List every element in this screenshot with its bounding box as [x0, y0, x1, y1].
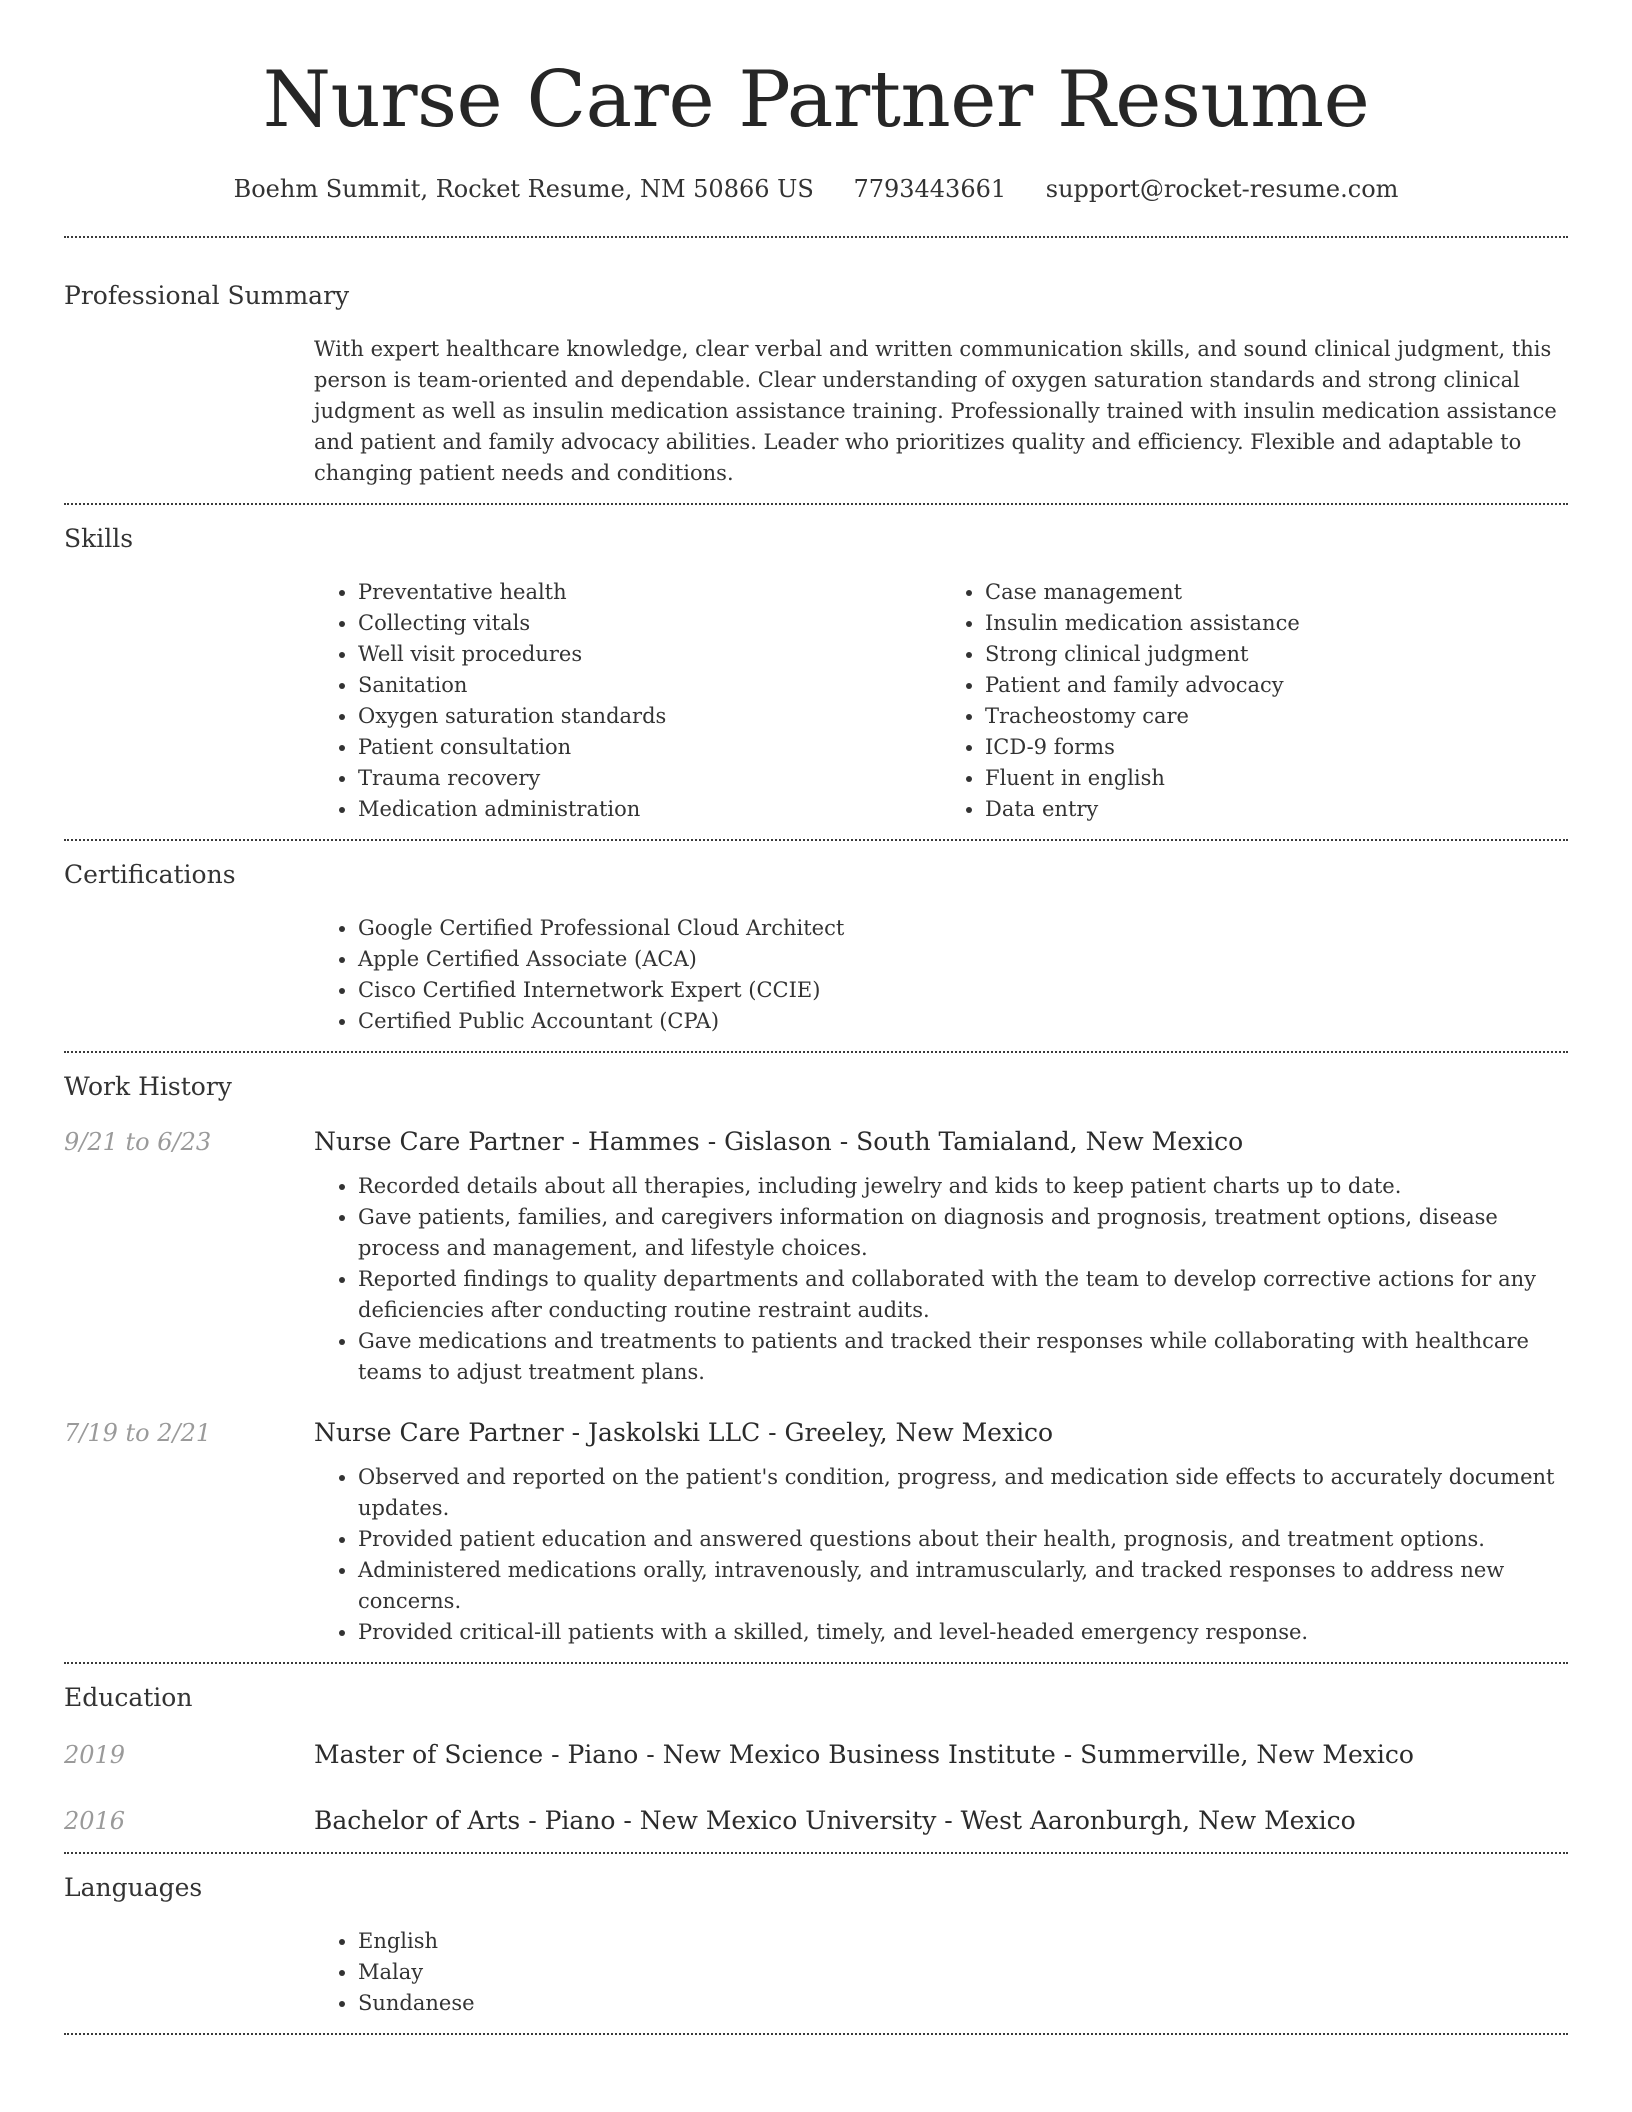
certifications-list — [314, 913, 1568, 1037]
skill-item: • Patient and family advocacy — [985, 670, 1568, 701]
phone-text: 7793443661 — [853, 175, 1007, 203]
certification-item: • Certified Public Accountant (CPA) — [358, 1006, 1568, 1037]
skill-item: • ICD-9 forms — [985, 732, 1568, 763]
summary-section — [64, 238, 1568, 503]
certification-item: • Apple Certified Associate (ACA) — [358, 944, 1568, 975]
section-heading-education: Education — [64, 1683, 193, 1712]
skill-item: • Strong clinical judgment — [985, 639, 1568, 670]
skill-item: • Insulin medication assistance — [985, 608, 1568, 639]
job-bullet: • Gave medications and treatments to patients and tracked their responses while collaborating with healthcare teams to adjust treatment plans. — [358, 1326, 1568, 1388]
language-item: • Sundanese — [358, 1988, 1568, 2019]
skill-item: • Sanitation — [358, 670, 941, 701]
education-year: 2019 — [64, 1741, 126, 1769]
job-bullets — [314, 1171, 1568, 1388]
job-title: Nurse Care Partner - Jaskolski LLC - Greeley, New Mexico — [314, 1418, 1054, 1447]
section-heading-work-history: Work History — [64, 1072, 232, 1101]
section-heading-certifications: Certifications — [64, 860, 236, 889]
job-bullet: • Observed and reported on the patient's condition, progress, and medication side effects to accurately document updates. — [358, 1462, 1568, 1524]
contact-line — [64, 172, 1568, 206]
skill-item: • Collecting vitals — [358, 608, 941, 639]
language-item: • Malay — [358, 1957, 1568, 1988]
languages-section — [64, 1854, 1568, 2033]
education-entry — [64, 1804, 1568, 1838]
job-bullet: • Provided critical-ill patients with a skilled, timely, and level-headed emergency response. — [358, 1617, 1568, 1648]
skill-item: • Fluent in english — [985, 763, 1568, 794]
certifications-content — [314, 913, 1568, 1037]
section-heading-summary: Professional Summary — [64, 281, 350, 310]
job-bullets — [314, 1462, 1568, 1648]
skill-item: • Oxygen saturation standards — [358, 701, 941, 732]
skills-list-right — [941, 577, 1568, 825]
skill-item: • Patient consultation — [358, 732, 941, 763]
job-title: Nurse Care Partner - Hammes - Gislason - South Tamialand, New Mexico — [314, 1127, 1244, 1156]
languages-content — [314, 1926, 1568, 2019]
section-heading-skills: Skills — [64, 524, 134, 553]
address-text: Boehm Summit, Rocket Resume, NM 50866 US — [233, 175, 814, 203]
skill-item: • Trauma recovery — [358, 763, 941, 794]
divider — [64, 2033, 1568, 2035]
education-degree: Bachelor of Arts - Piano - New Mexico University - West Aaronburgh, New Mexico — [314, 1806, 1356, 1835]
skill-item: • Well visit procedures — [358, 639, 941, 670]
skills-section — [64, 505, 1568, 839]
email-text: support@rocket-resume.com — [1045, 175, 1399, 203]
job-bullet: • Recorded details about all therapies, including jewelry and kids to keep patient charts up to date. — [358, 1171, 1568, 1202]
job-body — [314, 1125, 1568, 1388]
job-body — [314, 1416, 1568, 1648]
job-bullet: • Administered medications orally, intravenously, and intramuscularly, and tracked responses to address new concerns. — [358, 1555, 1568, 1617]
languages-list — [314, 1926, 1568, 2019]
job-entry — [64, 1125, 1568, 1388]
skill-item: • Medication administration — [358, 794, 941, 825]
education-year: 2016 — [64, 1807, 126, 1835]
certifications-section — [64, 841, 1568, 1051]
education-entry — [64, 1738, 1568, 1772]
skill-item: • Preventative health — [358, 577, 941, 608]
skill-item: • Tracheostomy care — [985, 701, 1568, 732]
language-item: • English — [358, 1926, 1568, 1957]
summary-text: With expert healthcare knowledge, clear verbal and written communication skills, and sound clinical judgment, this person is team-oriented and dependable. Clear understanding of oxygen saturation standards and strong clinical judgment as well as insulin medication assistance training. Professionally trained with insulin medication assistance and patient and family advocacy abilities. Leader who prioritizes quality and efficiency. Flexible and adaptable to changing patient needs and conditions. — [314, 337, 1557, 485]
skill-item: • Data entry — [985, 794, 1568, 825]
job-bullet: • Reported findings to quality departments and collaborated with the team to develop corrective actions for any deficiencies after conducting routine restraint audits. — [358, 1264, 1568, 1326]
job-bullet: • Gave patients, families, and caregivers information on diagnosis and prognosis, treatment options, disease process and management, and lifestyle choices. — [358, 1202, 1568, 1264]
education-degree: Master of Science - Piano - New Mexico Business Institute - Summerville, New Mexico — [314, 1740, 1414, 1769]
job-entry — [64, 1416, 1568, 1648]
skills-list-left — [314, 577, 941, 825]
resume-page — [64, 0, 1568, 2035]
skills-grid — [314, 577, 1568, 825]
certification-item: • Google Certified Professional Cloud Architect — [358, 913, 1568, 944]
certification-item: • Cisco Certified Internetwork Expert (CCIE) — [358, 975, 1568, 1006]
page-title: Nurse Care Partner Resume — [262, 55, 1370, 145]
job-bullet: • Provided patient education and answered questions about their health, prognosis, and treatment options. — [358, 1524, 1568, 1555]
section-heading-languages: Languages — [64, 1873, 203, 1902]
work-history-section — [64, 1053, 1568, 1662]
job-dates: 9/21 to 6/23 — [64, 1128, 212, 1156]
job-dates: 7/19 to 2/21 — [64, 1419, 212, 1447]
education-section — [64, 1664, 1568, 1852]
skill-item: • Case management — [985, 577, 1568, 608]
